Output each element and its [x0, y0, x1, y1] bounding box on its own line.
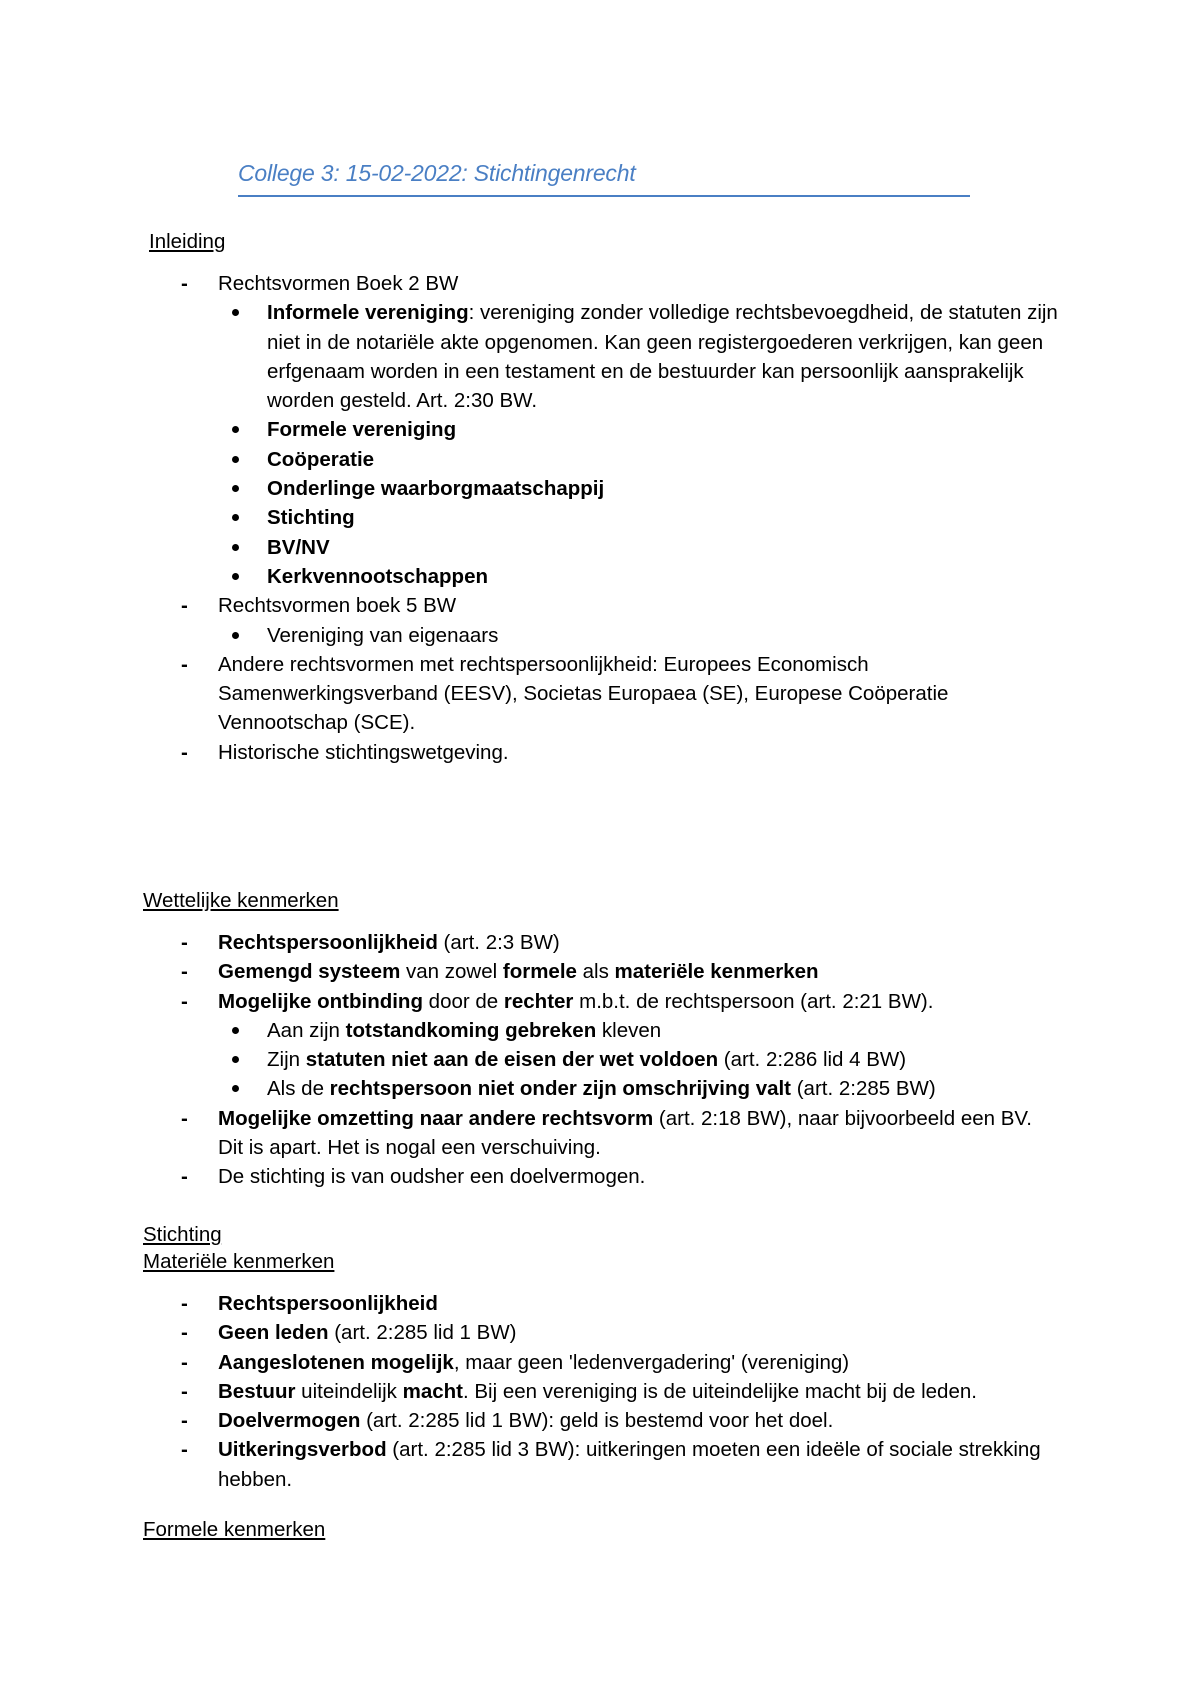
item-text: m.b.t. de rechtspersoon (art. 2:21 BW). [573, 989, 934, 1013]
bullet-list [218, 1016, 1083, 1104]
list-item-text: Andere rechtsvormen met rechtspersoonlijkheid: Europees Economisch Samenwerkingsverband (EESV), Societas Europaea (SE), Europese Coöperatie Vennootschap (SCE). [218, 652, 949, 735]
item-text: (art. 2:3 BW) [437, 931, 560, 954]
item-text: Zijn [267, 1048, 306, 1072]
bold-term: formele [502, 960, 577, 984]
bold-term: Coöperatie [267, 447, 375, 471]
section-heading: Formele kenmerken [143, 1518, 326, 1541]
section-heading: Stichting [143, 1223, 222, 1246]
bold-term: rechtspersoon niet onder zijn omschrijving valt [329, 1077, 792, 1101]
dash-list [143, 269, 1083, 767]
title-block [238, 160, 970, 197]
page-title: College 3: 15-02-2022: Stichtingenrecht [238, 160, 636, 186]
section-heading: Wettelijke kenmerken [143, 889, 339, 912]
bold-term: Bestuur [218, 1379, 296, 1403]
item-text: van zowel [400, 960, 503, 984]
bullet-item [143, 415, 1083, 444]
bold-term: Kerkvennootschappen [267, 564, 488, 588]
list-item [143, 269, 1083, 591]
list-item [143, 1348, 1083, 1377]
list-item [143, 1377, 1083, 1406]
item-text: , maar geen 'ledenvergadering' (vereniging) [453, 1350, 850, 1374]
item-text: (art. 2:285 lid 1 BW) [328, 1321, 517, 1345]
bold-term: Gemengd systeem [218, 960, 401, 984]
item-text: (art. 2:285 lid 1 BW): geld is bestemd voor het doel. [360, 1409, 834, 1433]
list-item [143, 738, 1083, 767]
dash-list [143, 1289, 1083, 1494]
bold-term: Stichting [267, 506, 355, 530]
bold-term: materiële kenmerken [614, 960, 819, 984]
bold-term: Uitkeringsverbod [218, 1438, 387, 1462]
list-item-text: Rechtsvormen Boek 2 BW [218, 272, 459, 295]
item-text: (art. 2:286 lid 4 BW) [718, 1048, 907, 1072]
bullet-list [218, 621, 1083, 650]
item-text: Als de [267, 1077, 330, 1101]
item-text: kleven [596, 1018, 662, 1042]
section-inleiding [143, 228, 1083, 767]
bold-term: Rechtspersoonlijkheid [218, 1292, 438, 1315]
bullet-item [143, 445, 1083, 474]
bullet-item [143, 533, 1083, 562]
bold-term: Informele vereniging [267, 301, 469, 325]
bold-term: Geen leden [218, 1321, 329, 1345]
item-text: (art. 2:18 BW), naar bijvoorbeeld een BV. Dit is apart. Het is nogal een verschuiving. [218, 1106, 1032, 1160]
item-text: Aan zijn [267, 1018, 346, 1042]
bullet-item [143, 562, 1083, 591]
list-item [143, 591, 1083, 650]
bold-term: Aangeslotenen mogelijk [218, 1350, 454, 1374]
bullet-list [218, 298, 1083, 591]
item-text: De stichting is van oudsher een doelvermogen. [218, 1165, 646, 1189]
section-subheading: Materiële kenmerken [143, 1250, 335, 1273]
bullet-item [143, 1045, 1083, 1074]
bold-term: Rechtspersoonlijkheid [218, 931, 438, 954]
list-item [143, 1435, 1078, 1494]
list-item [143, 1318, 1083, 1347]
item-text: : vereniging zonder volledige rechtsbevoegdheid, de statuten zijn niet in de notariële akte opgenomen. Kan geen registergoederen verkrijgen, kan geen erfgenaam worden in een testament en de bestuurder kan persoonlijk aansprakelijk worden gesteld. Art. 2:30 BW. [267, 301, 1058, 413]
bold-term: Doelvermogen [218, 1409, 361, 1433]
bullet-item [143, 503, 1083, 532]
bullet-item [143, 1074, 1083, 1103]
section-heading: Inleiding [149, 230, 226, 253]
bullet-item [143, 474, 1083, 503]
list-item [143, 1104, 1058, 1163]
bullet-item [143, 1016, 1083, 1045]
bold-term: totstandkoming gebreken [345, 1018, 597, 1042]
list-item [143, 957, 1083, 986]
list-item [143, 987, 1083, 1104]
dash-list [143, 928, 1083, 1192]
section-stichting [143, 1221, 1083, 1494]
bold-term: macht [402, 1379, 463, 1403]
bullet-item [143, 298, 1067, 415]
list-item-text: Historische stichtingswetgeving. [218, 740, 509, 764]
item-text: uiteindelijk [295, 1379, 403, 1403]
bold-term: Mogelijke omzetting naar andere rechtsvorm [218, 1106, 654, 1130]
item-text: Vereniging van eigenaars [267, 623, 499, 647]
item-text: . Bij een vereniging is de uiteindelijke macht bij de leden. [462, 1379, 977, 1403]
list-item-text: Rechtsvormen boek 5 BW [218, 594, 457, 618]
bold-term: BV/NV [267, 535, 330, 559]
list-item [143, 1406, 1083, 1435]
section-formele-kenmerken [143, 1516, 1083, 1543]
bold-term: Onderlinge waarborgmaatschappij [267, 477, 605, 501]
bold-term: Mogelijke ontbinding [218, 989, 423, 1013]
item-text: als [576, 960, 615, 984]
list-item [143, 650, 978, 738]
bold-term: statuten niet aan de eisen der wet voldoen [305, 1048, 719, 1072]
item-text: door de [422, 989, 504, 1013]
item-text: (art. 2:285 BW) [791, 1077, 936, 1101]
bullet-item [143, 621, 1083, 650]
list-item [143, 1289, 1083, 1318]
list-item [143, 1162, 1083, 1191]
bold-term: Formele vereniging [267, 418, 457, 442]
item-text: (art. 2:285 lid 3 BW): uitkeringen moeten een ideële of sociale strekking hebben. [218, 1438, 1041, 1491]
list-item [143, 928, 1083, 957]
bold-term: rechter [503, 989, 574, 1013]
section-wettelijke-kenmerken [143, 887, 1083, 1192]
